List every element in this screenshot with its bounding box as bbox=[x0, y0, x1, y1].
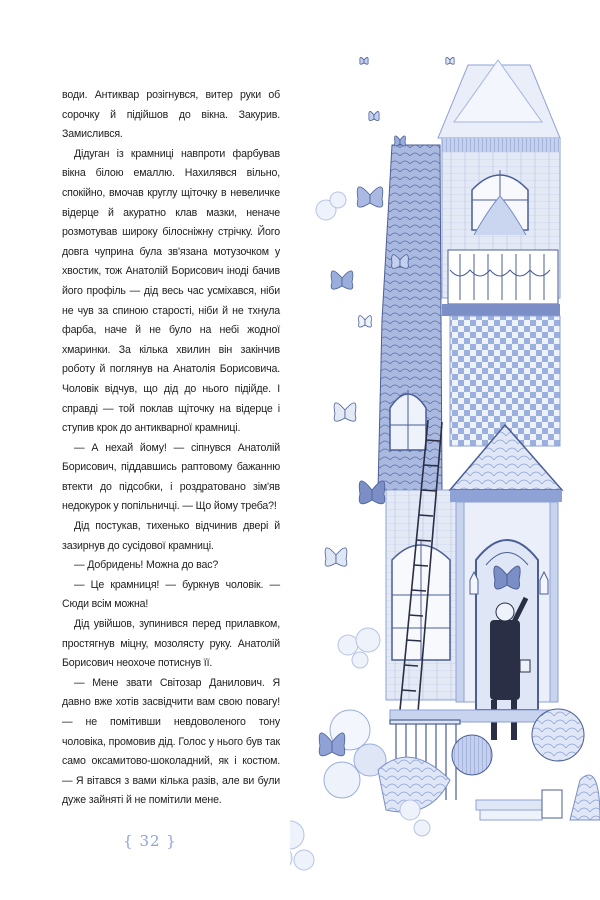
paragraph: — Це крамниця! — буркнув чоловік. — Сюди всім можна! bbox=[62, 578, 280, 611]
page-number: { 32 } bbox=[123, 832, 177, 850]
house-illustration bbox=[290, 20, 600, 880]
paragraph: — Мене звати Світозар Данилович. Я давно вже хотів засвідчити вам свою повагу! — не помітивши невдоволеного тону чоловіка, промовив дід. Голос у нього був так само оксамитово-шоколадний, як і костюм. — Я вітався з вами кілька разів, але ви були дуже зайняті й не помітили мене. bbox=[62, 676, 280, 807]
tower bbox=[438, 60, 560, 316]
paragraph: води. Антиквар розігнувся, витер руки об сорочку й підійшов до вікна. Закурив. Замислився. bbox=[62, 89, 280, 141]
paragraph: — А нехай йому! — сіпнувся Анатолій Борисович, піддавшись раптовому бажанню втекти до підсобки, і роздратовано зім'яв недокурок у попільничці. — Що йому треба?! bbox=[62, 441, 280, 513]
text-column bbox=[62, 86, 280, 811]
paragraph: — Добридень! Можна до вас? bbox=[74, 559, 219, 572]
paragraph: Дідуган із крамниці навпроти фарбував вікна білою емаллю. Нахилявся вільно, спокійно, вмочав круглу щіточку в невеличке відерце й акуратно клав мазки, неначе розмотував широку білосніжну стрічку. Його довга чуприна була зв'язана мотузочком у хвостик, тож Анатолій Борисович іноді бачив його профіль — дід весь час усміхався, ніби не чув за спиною старості, ніби й не тхнула фарба, наче й не було на небі жодної хмаринки. За кілька хвилин він закінчив роботу й поглянув на Анатолія Борисовича. Чоловік відчув, що дід до нього підійде. І справді — той поклав щіточку на відерце і ступив крок до антикварної крамниці. bbox=[62, 147, 280, 435]
paragraph: Дід постукав, тихенько відчинив двері й зазирнув до сусідової крамниці. bbox=[62, 520, 280, 552]
bushes bbox=[324, 709, 600, 820]
paragraph: Дід увійшов, зупинився перед прилавком, простягнув міцну, мозолясту руку. Анатолій Борисович неохоче потиснув її. bbox=[62, 618, 280, 670]
